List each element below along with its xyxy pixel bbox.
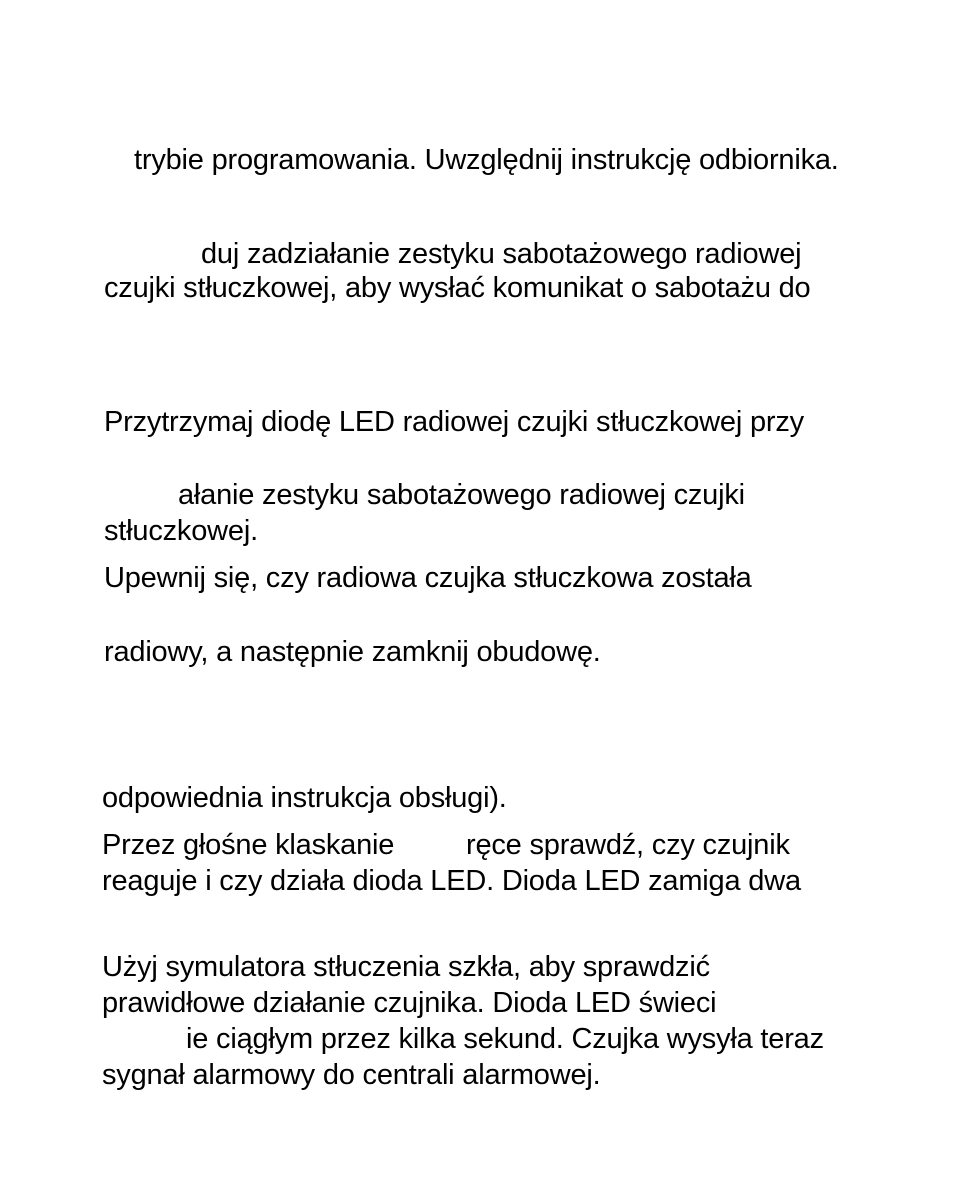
text-line: czujki stłuczkowej, aby wysłać komunikat o sabotażu do <box>104 272 811 304</box>
text-line: odpowiednia instrukcja obsługi). <box>102 782 507 814</box>
text-line: duj zadziałanie zestyku sabotażowego radiowej <box>201 238 802 270</box>
text-line: reaguje i czy działa dioda LED. Dioda LED zamiga dwa <box>102 865 801 897</box>
text-line: sygnał alarmowy do centrali alarmowej. <box>102 1059 601 1091</box>
text-line: Upewnij się, czy radiowa czujka stłuczkowa została <box>104 562 752 594</box>
text-line: ałanie zestyku sabotażowego radiowej czujki <box>178 479 745 511</box>
text-line: ręce sprawdź, czy czujnik <box>466 829 790 861</box>
text-line: ie ciągłym przez kilka sekund. Czujka wysyła teraz <box>186 1023 824 1055</box>
text-line: Przez głośne klaskanie <box>102 829 395 861</box>
text-line: radiowy, a następnie zamknij obudowę. <box>104 636 601 668</box>
text-line: trybie programowania. Uwzględnij instrukcję odbiornika. <box>134 144 839 176</box>
text-line: Użyj symulatora stłuczenia szkła, aby sprawdzić <box>102 951 710 983</box>
text-line: Przytrzymaj diodę LED radiowej czujki stłuczkowej przy <box>104 406 804 438</box>
text-line: prawidłowe działanie czujnika. Dioda LED świeci <box>102 987 717 1019</box>
text-line: stłuczkowej. <box>104 515 258 547</box>
